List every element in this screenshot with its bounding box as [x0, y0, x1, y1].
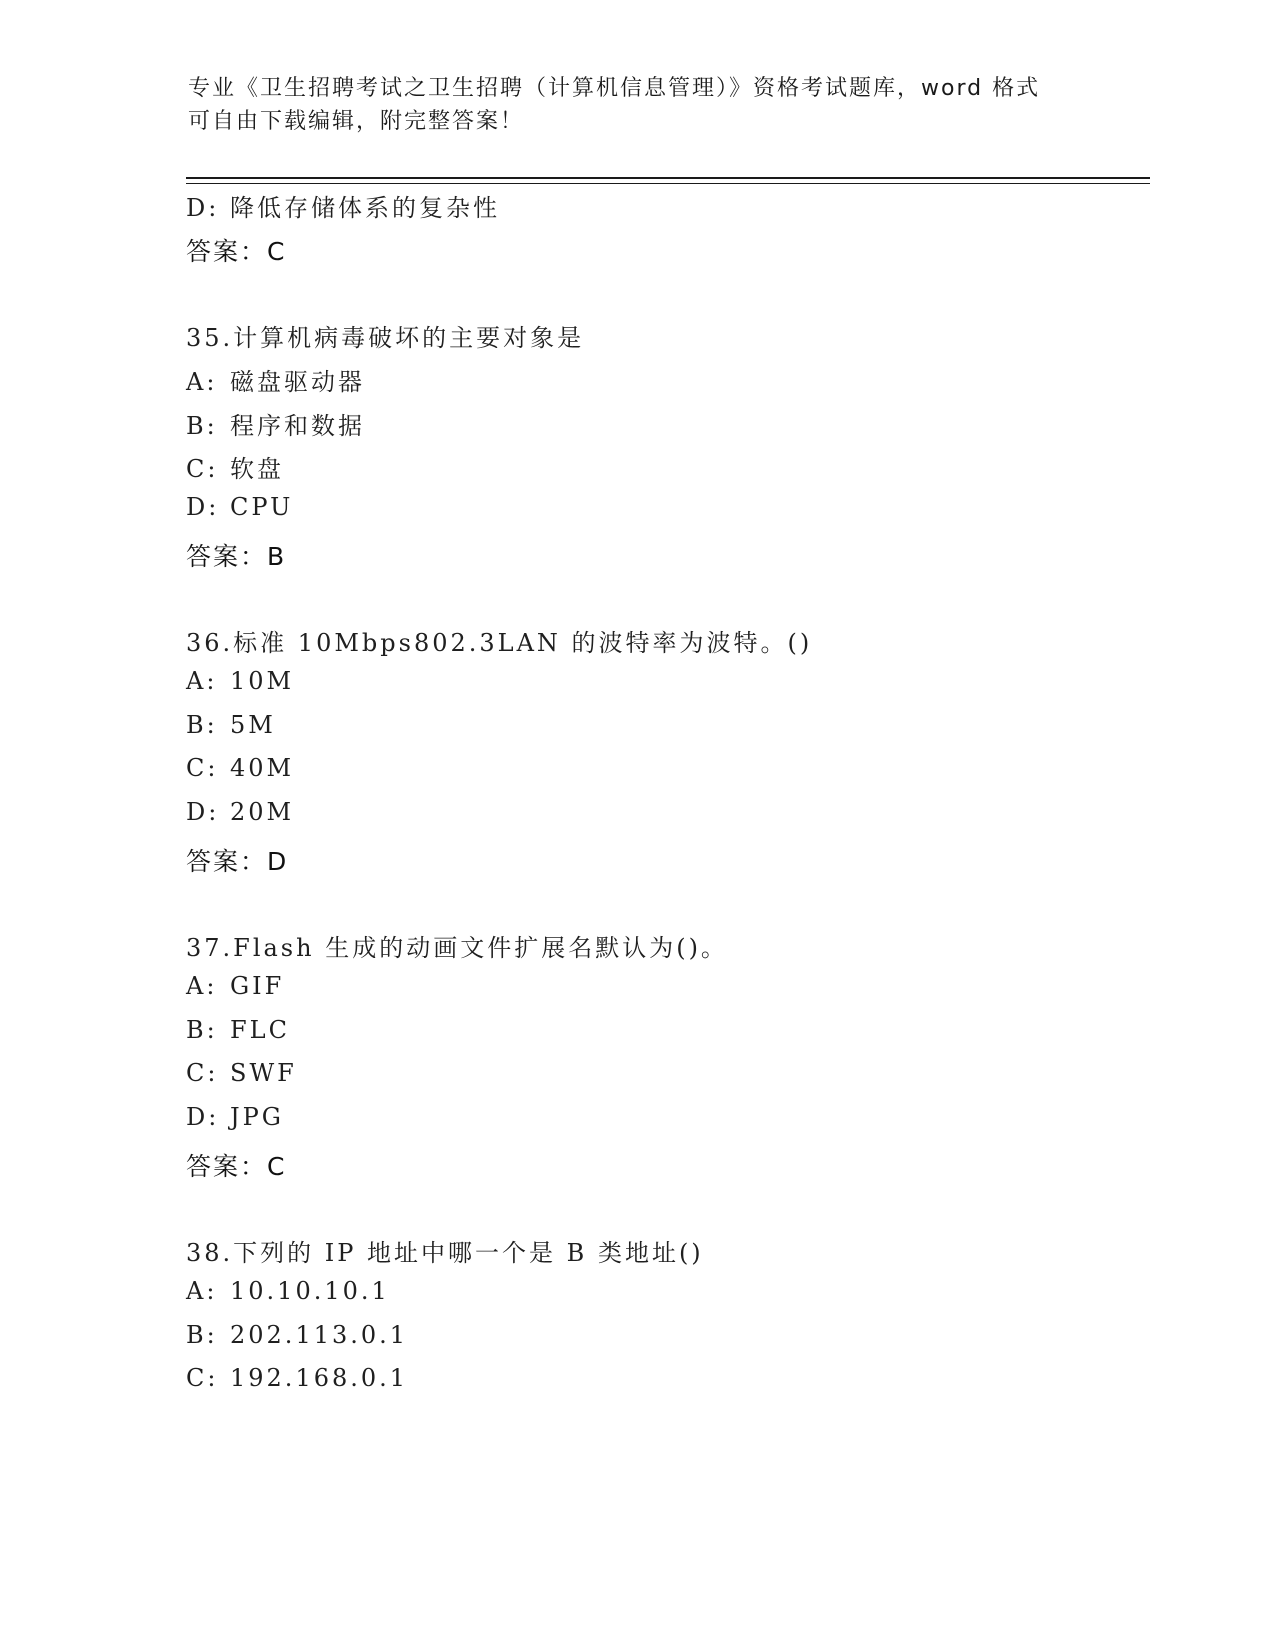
option-key: A:: [186, 368, 218, 396]
question-stem: 35.计算机病毒破坏的主要对象是: [186, 324, 585, 352]
option-text: 10.10.10.1: [230, 1277, 390, 1305]
option-text: GIF: [230, 972, 285, 1000]
header-line-2: 可自由下载编辑，附完整答案！: [188, 109, 525, 134]
option-a: [186, 972, 284, 1000]
option-d: [186, 493, 293, 521]
header-divider-thick: [186, 177, 1150, 179]
option-c: [186, 1059, 297, 1087]
question-stem: 37.Flash 生成的动画文件扩展名默认为()。: [186, 934, 728, 962]
option-text: 程序和数据: [230, 412, 365, 440]
option-b: [186, 406, 365, 441]
option-key: A:: [186, 1277, 218, 1305]
option-key: A:: [186, 972, 218, 1000]
option-text: 降低存储体系的复杂性: [230, 194, 500, 222]
option-key: C:: [186, 455, 219, 483]
option-text: 20M: [230, 798, 295, 826]
option-key: D:: [186, 1103, 220, 1131]
option-text: 202.113.0.1: [230, 1321, 409, 1349]
option-key: C:: [186, 754, 219, 782]
option-d: [186, 798, 294, 826]
option-text: SWF: [230, 1059, 297, 1087]
answer-line: 答案：C: [186, 1152, 287, 1181]
answer-line: 答案：C: [186, 237, 287, 266]
option-text: 软盘: [230, 455, 284, 483]
option-c: [186, 449, 284, 484]
answer-line: 答案：B: [186, 542, 287, 571]
option-text: 5M: [230, 711, 276, 739]
option-d: [186, 188, 500, 223]
header-divider-thin: [186, 183, 1150, 184]
option-key: D:: [186, 493, 220, 521]
option-b: [186, 1321, 408, 1349]
option-a: [186, 1277, 390, 1305]
header-line-1: 专业《卫生招聘考试之卫生招聘（计算机信息管理）》资格考试题库，word 格式: [188, 76, 1041, 101]
option-a: [186, 667, 294, 695]
option-key: C:: [186, 1364, 219, 1392]
option-a: [186, 362, 365, 397]
option-key: B:: [186, 1321, 218, 1349]
option-key: C:: [186, 1059, 219, 1087]
option-text: 10M: [230, 667, 295, 695]
option-d: [186, 1103, 284, 1131]
question-stem: 36.标准 10Mbps802.3LAN 的波特率为波特。(): [186, 629, 813, 657]
option-c: [186, 1364, 408, 1392]
option-key: A:: [186, 667, 218, 695]
document-header: [188, 72, 1088, 138]
option-b: [186, 711, 276, 739]
option-text: 192.168.0.1: [230, 1364, 409, 1392]
option-text: JPG: [230, 1103, 284, 1131]
answer-line: 答案：D: [186, 847, 289, 876]
option-b: [186, 1016, 290, 1044]
question-stem: 38.下列的 IP 地址中哪一个是 B 类地址(): [186, 1239, 704, 1267]
option-c: [186, 754, 294, 782]
option-text: 磁盘驱动器: [230, 368, 365, 396]
option-text: 40M: [230, 754, 295, 782]
option-text: CPU: [230, 493, 294, 521]
option-key: B:: [186, 1016, 218, 1044]
option-key: B:: [186, 412, 218, 440]
option-text: FLC: [230, 1016, 290, 1044]
option-key: D:: [186, 798, 220, 826]
option-key: B:: [186, 711, 218, 739]
option-key: D:: [186, 194, 220, 222]
